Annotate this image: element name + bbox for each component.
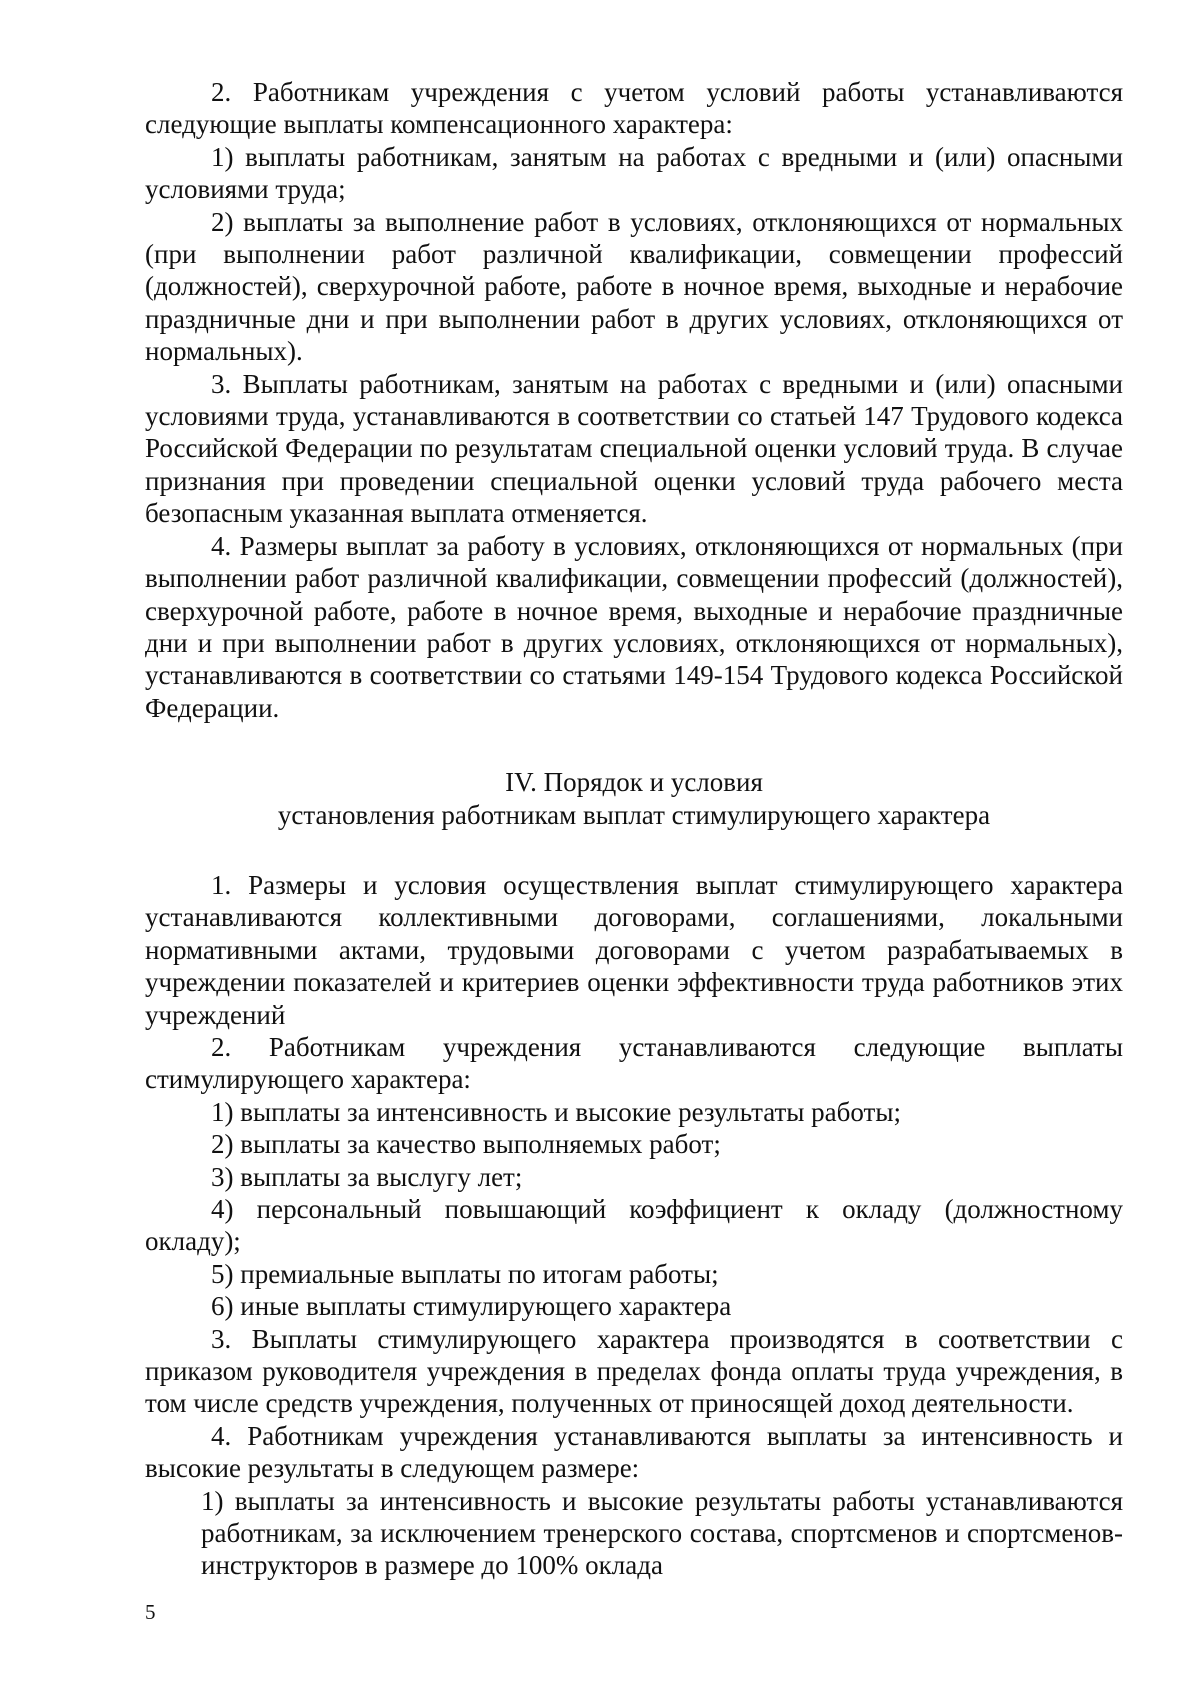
hanging-list-item-intensity-payment: 1) выплаты за интенсивность и высокие результаты работы устанавливаются работникам, за исключением тренерского состава, спортсменов и спортсменов-инструкторов в размере до 100% оклада — [201, 1485, 1123, 1581]
paragraph-compensation-item-2: 2) выплаты за выполнение работ в условиях, отклоняющихся от нормальных (при выполнении работ различной квалификации, совмещении профессий (должностей), сверхурочной работе, работе в ночное время, выходные и нерабочие праздничные дни и при выполнении работ в других условиях, отклоняющихся от нормальных). — [145, 206, 1123, 367]
paragraph-incentive-order: 3. Выплаты стимулирующего характера производятся в соответствии с приказом руководителя учреждения в пределах фонда оплаты труда учреждения, в том числе средств учреждения, полученных от приносящей доход деятельности. — [145, 1323, 1123, 1419]
paragraph-compensation-intro: 2. Работникам учреждения с учетом условий работы устанавливаются следующие выплаты компенсационного характера: — [145, 77, 1123, 140]
paragraph-intensity-size: 4. Работникам учреждения устанавливаются выплаты за интенсивность и высокие результаты в следующем размере: — [145, 1420, 1123, 1484]
paragraph-incentive-terms: 1. Размеры и условия осуществления выплат стимулирующего характера устанавливаются коллективными договорами, соглашениями, локальными нормативными актами, трудовыми договорами с учетом разрабатываемых в учреждении показателей и критериев оценки эффективности труда работников этих учреждений — [145, 869, 1123, 1030]
paragraph-incentive-list-intro: 2. Работникам учреждения устанавливаются следующие выплаты стимулирующего характера: — [145, 1031, 1123, 1095]
paragraph-compensation-item-1: 1) выплаты работникам, занятым на работах с вредными и (или) опасными условиями труда; — [145, 141, 1123, 205]
list-item-quality: 2) выплаты за качество выполняемых работ; — [211, 1129, 721, 1160]
paragraph-harmful-conditions: 3. Выплаты работникам, занятым на работах с вредными и (или) опасными условиями труда, устанавливаются в соответствии со статьей 147 Трудового кодекса Российской Федерации по результатам специальной оценки условий труда. В случае признания при проведении специальной оценки условий труда рабочего места безопасным указанная выплата отменяется. — [145, 368, 1123, 529]
list-item-seniority: 3) выплаты за выслугу лет; — [211, 1161, 523, 1192]
list-item-personal-coefficient: 4) персональный повышающий коэффициент к окладу (должностному окладу); — [145, 1194, 1123, 1257]
document-body — [145, 76, 1123, 1582]
section-heading-line-2: установления работникам выплат стимулирующего характера — [277, 799, 991, 830]
page-number: 5 — [145, 1600, 156, 1624]
list-item-intensity: 1) выплаты за интенсивность и высокие результаты работы; — [211, 1096, 901, 1127]
list-item-other: 6) иные выплаты стимулирующего характера — [211, 1291, 732, 1322]
section-spacer — [145, 831, 1123, 869]
list-item-bonus: 5) премиальные выплаты по итогам работы; — [211, 1258, 719, 1289]
paragraph-abnormal-conditions: 4. Размеры выплат за работу в условиях, отклоняющихся от нормальных (при выполнении работ различной квалификации, совмещении профессий (должностей), сверхурочной работе, работе в ночное время, выходные и нерабочие праздничные дни и при выполнении работ в других условиях, отклоняющихся от нормальных), устанавливаются в соответствии со статьями 149-154 Трудового кодекса Российской Федерации. — [145, 530, 1123, 723]
section-heading-line-1: IV. Порядок и условия — [505, 767, 763, 798]
